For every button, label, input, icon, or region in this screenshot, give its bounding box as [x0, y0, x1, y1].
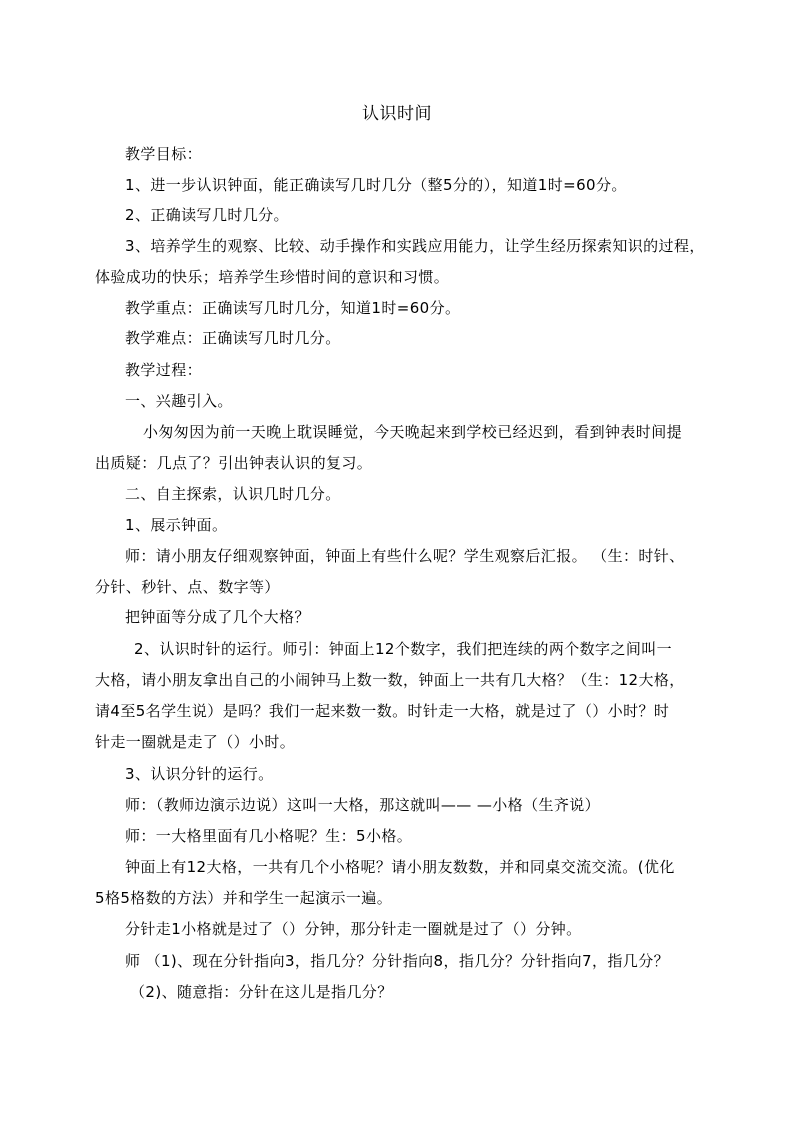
text-line: 小匆匆因为前一天晚上耽误睡觉，今天晚起来到学校已经迟到，看到钟表时间提: [143, 423, 683, 441]
text-line: 二、自主探索，认识几时几分。: [125, 485, 341, 503]
text-line: 1、进一步认识钟面，能正确读写几时几分（整5分的），知道1时=60分。: [125, 176, 627, 194]
text-line: 出质疑：几点了？引出钟表认识的复习。: [95, 454, 373, 472]
text-line: 请4至5名学生说）是吗？我们一起来数一数。时针走一大格，就是过了（）小时？时: [95, 702, 670, 720]
document-title: 认识时间: [362, 104, 432, 124]
text-line: 分针走1小格就是过了（）分钟，那分针走一圈就是过了（）分钟。: [125, 920, 582, 938]
text-line: 体验成功的快乐；培养学生珍惜时间的意识和习惯。: [95, 268, 450, 286]
text-line: 5格5格数的方法）并和学生一起演示一遍。: [95, 889, 393, 907]
text-line: 分针、秒针、点、数字等）: [95, 578, 280, 596]
text-line: （2)、随意指：分针在这儿是指几分？: [130, 983, 393, 1001]
text-line: 把钟面等分成了几个大格？: [125, 608, 310, 626]
text-line: 2、认识时针的运行。师引：钟面上12个数字，我们把连续的两个数字之间叫一: [134, 640, 673, 658]
text-line: 师 （1)、现在分针指向3，指几分？分针指向8，指几分？分针指向7，指几分？: [125, 952, 669, 970]
text-line: 大格，请小朋友拿出自己的小闹钟马上数一数，钟面上一共有几大格？（生：12大格，: [95, 671, 685, 689]
text-line: 教学目标：: [125, 145, 203, 163]
text-line: 师：请小朋友仔细观察钟面，钟面上有些什么呢？学生观察后汇报。 （生：时针、: [125, 547, 685, 565]
text-line: 教学重点：正确读写几时几分，知道1时=60分。: [125, 299, 461, 317]
text-line: 针走一圈就是走了（）小时。: [95, 733, 296, 751]
text-line: 师：一大格里面有几小格呢？生：5小格。: [125, 827, 413, 845]
text-line: 教学过程：: [125, 361, 203, 379]
text-line: 3、认识分针的运行。: [125, 765, 274, 783]
text-line: 1、展示钟面。: [125, 516, 228, 534]
text-line: 钟面上有12大格，一共有几个小格呢？请小朋友数数，并和同桌交流交流。(优化: [125, 858, 675, 876]
text-line: 2、正确读写几时几分。: [125, 206, 289, 224]
text-line: 3、培养学生的观察、比较、动手操作和实践应用能力，让学生经历探索知识的过程，: [125, 237, 705, 255]
text-line: 一、兴趣引入。: [125, 392, 233, 410]
text-line: 师：（教师边演示边说）这叫一大格，那这就叫—— —小格（生齐说）: [125, 796, 601, 814]
text-line: 教学难点：正确读写几时几分。: [125, 329, 341, 347]
